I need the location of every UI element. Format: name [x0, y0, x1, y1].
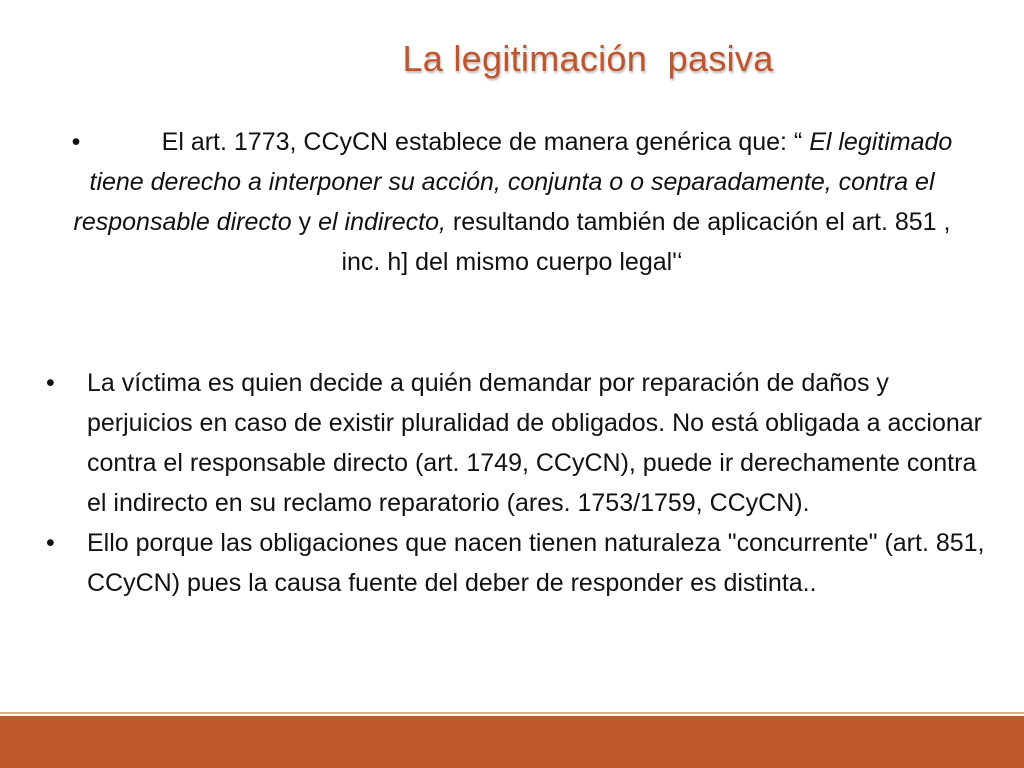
bullet-marker: •	[46, 369, 55, 397]
list-item-text: La víctima es quien decide a quién demandar por reparación de daños y perjuicios en caso de existir pluralidad de obligados. No está obligada a accionar contra el responsable directo (art. 1749, CCyCN), puede ir derechamente contra el indirecto en su reclamo reparatorio (ares. 1753/1759, CCyCN).	[87, 369, 982, 517]
paragraph-tail: resultando también de aplicación el art. 851 , inc. h] del mismo cuerpo legal'‘	[341, 208, 951, 276]
quote-part-2: el indirecto,	[318, 208, 446, 236]
paragraph-legitimation	[56, 122, 968, 282]
quote-part-1: El legitimado tiene derecho a interponer su acción, conjunta o o separadamente, contra el responsable directo	[73, 128, 953, 236]
footer-divider	[0, 712, 1024, 714]
list-item	[40, 363, 1000, 523]
bullet-marker: •	[71, 128, 81, 156]
quote-connector: y	[291, 208, 319, 236]
bullet-marker: •	[46, 529, 55, 557]
list-item	[40, 523, 1000, 603]
list-item-text: Ello porque las obligaciones que nacen tienen naturaleza "concurrente" (art. 851, CCyCN) pues la causa fuente del deber de responder es distinta..	[87, 529, 985, 597]
slide-title: La legitimación pasiva	[402, 38, 774, 79]
paragraph-intro: El art. 1773, CCyCN establece de manera genérica que: “	[161, 128, 810, 156]
footer-bar	[0, 716, 1024, 768]
bullet-list	[40, 363, 1000, 603]
